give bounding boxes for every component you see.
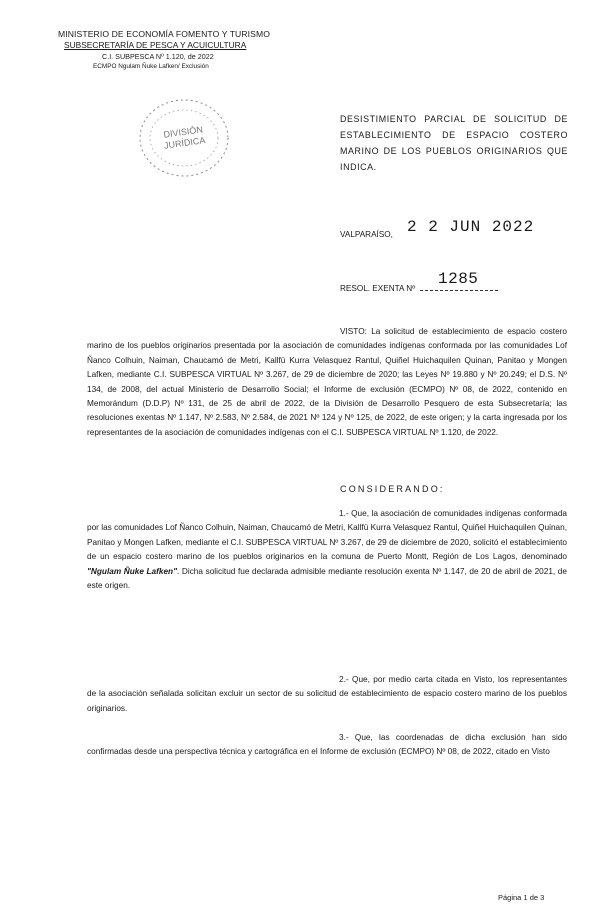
resolution-label: RESOL. EXENTA Nº xyxy=(340,284,416,293)
considerando-1-lead: Que, la asociación de comunidades indígenas xyxy=(351,509,521,518)
page-number: Página 1 de 3 xyxy=(498,893,545,902)
document-date: 2 2 JUN 2022 xyxy=(407,218,535,236)
visto-label: VISTO: xyxy=(340,327,367,336)
considerando-1-num: 1.- xyxy=(339,509,349,518)
considerando-heading: CONSIDERANDO: xyxy=(340,484,445,494)
subsecretaria-name: SUBSECRETARÍA DE PESCA Y ACUICULTURA xyxy=(64,40,247,50)
ci-reference: C.I. SUBPESCA Nº 1.120, de 2022 xyxy=(102,52,214,61)
resolution-number: 1285 xyxy=(438,270,479,288)
ecmpo-reference: ECMPO Ngulam Ñuke Lafken/ Exclusión xyxy=(93,63,209,70)
considerando-2 xyxy=(87,673,567,716)
considerando-1-text-end: . Dicha solicitud fue declarada admisible mediante resolución exenta Nº 1.147, de 20 de abril de 2021, de este origen. xyxy=(87,566,567,591)
letterhead xyxy=(58,29,271,70)
visto-paragraph xyxy=(87,325,567,440)
document-subject: DESISTIMIENTO PARCIAL DE SOLICITUD DE ESTABLECIMIENTO DE ESPACIO COSTERO MARINO DE LOS PUEBLOS ORIGINARIOS QUE INDICA. xyxy=(340,114,568,172)
considerando-3-num: 3.- xyxy=(339,733,349,742)
ministry-name: MINISTERIO DE ECONOMÍA FOMENTO Y TURISMO xyxy=(58,29,271,39)
considerando-1-text: conformada por las comunidades Lof Ñanco Colhuin, Naiman, Chaucamó de Metri, Kallfü Kurra Velasquez Rantul, Quiñel Huichaquilen Quinan, Panitao y Mongen Lafken, mediante el C.I. SUBPESCA VIRTUAL Nº 3.267, de 29 de diciembre de 2020, solicitó el establecimiento de un espacio costero marino de los pueblos originarios en la comuna de Puerto Montt, Región de Los Lagos, denominado xyxy=(87,509,568,562)
stamp-line2: JURÍDICA xyxy=(163,135,206,151)
considerando-3 xyxy=(87,731,567,760)
considerando-2-text: representantes de la asociación señalada solicitan excluir un sector de su solicitud de establecimiento de espacio costero marino de los pueblos originarios. xyxy=(87,675,567,713)
place-label: VALPARAÍSO, xyxy=(340,230,393,239)
considerando-1-ecmpo-name: "Ngulam Ñuke Lafken" xyxy=(87,566,178,576)
considerando-2-lead: Que, por medio carta citada en Visto, los xyxy=(352,675,509,684)
considerando-2-num: 2.- xyxy=(339,675,349,684)
considerando-1 xyxy=(87,507,567,593)
division-juridica-stamp xyxy=(128,88,240,188)
visto-text: La solicitud de establecimiento de espacio costero marino de los pueblos originarios presentada por la asociación de comunidades indígenas conformada por las comunidades Lof Ñanco Colhuin, Naiman, Chaucamó de Metri, Kallfü Kurra Velasquez Rantul, Quiñel Huichaquilen Quinan, Panitao y Mongen Lafken, mediante C.I. SUBPESCA VIRTUAL Nº 3.267, de 29 de diciembre de 2020; las Leyes Nº 19.880 y Nº 20.249; el D.S. Nº 134, de 2008, del actual Ministerio de Desarrollo Social; el Informe de exclusión (ECMPO) Nº 08, de 2022, contenido en Memorándum (D.D.P) Nº 131, de 25 de abril de 2022, de la División de Desarrollo Pesquero de esta Subsecretaría; las resoluciones exentas Nº 1.147, Nº 2.583, Nº 2.584, de 2021 Nº 124 y Nº 125, de 2022, de este origen; y la carta ingresada por los representantes de la asociación de comunidades indígenas con el C.I. SUBPESCA VIRTUAL Nº 1.120, de 2022. xyxy=(87,327,567,437)
resolution-number-line xyxy=(420,290,498,291)
considerando-3-text: sido confirmadas desde una perspectiva técnica y cartográfica en el Informe de exclusión (ECMPO) Nº 08, de 2022, citado en Visto xyxy=(87,733,568,757)
considerando-3-lead: Que, las coordenadas de dicha exclusión han xyxy=(354,733,546,742)
stamp-line1: DIVISIÓN xyxy=(162,124,204,140)
